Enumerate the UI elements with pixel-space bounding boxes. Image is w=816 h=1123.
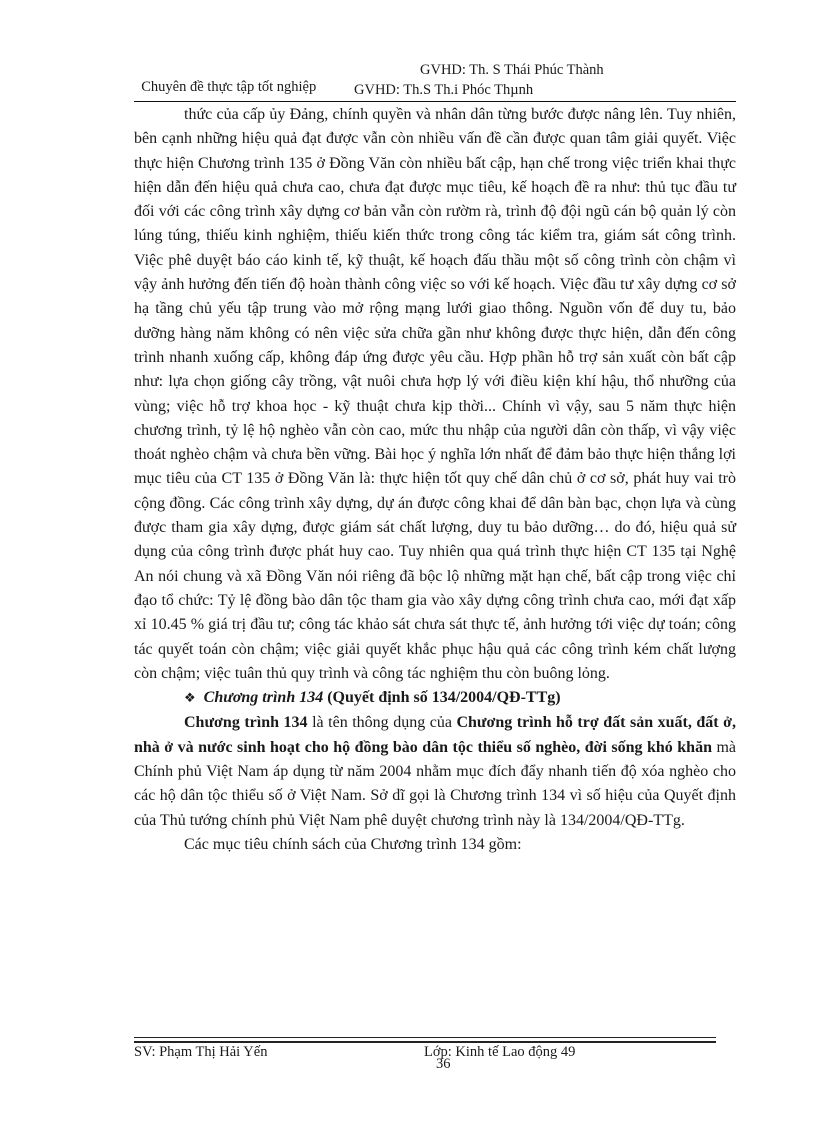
section-heading-reference: (Quyết định số 134/2004/QĐ-TTg) (327, 689, 561, 707)
bold-program-full-name: Chương trình hỗ trợ đất sản xuất, đất ở, nhà ở và nước sinh hoạt cho hộ đồng bào dân tộc thiểu số nghèo, đời sống khó khăn (134, 714, 736, 756)
paragraph-ct134-objectives: Các mục tiêu chính sách của Chương trình 134 gồm: (184, 835, 522, 853)
header-divider (134, 101, 736, 102)
paragraph-text: là tên thông dụng của (307, 714, 457, 732)
page-number: 36 (436, 1056, 451, 1072)
footer-class-name: Lớp: Kinh tế Lao động 49 (424, 1044, 576, 1060)
footer-student-name: SV: Phạm Thị Hải Yến (134, 1044, 268, 1060)
section-heading-ct134 (134, 686, 736, 711)
header-title: Chuyên đề thực tập tốt nghiệp (141, 79, 317, 95)
paragraph-text: mà Chính phủ Việt Nam áp dụng từ năm 2004 nhằm mục đích đẩy nhanh tiến độ xóa nghèo cho các hộ dân tộc thiểu số ở Việt Nam. Sở dĩ gọi là Chương trình 134 vì số hiệu của Quyết định của Thủ tướng chính phủ Việt Nam phê duyệt chương trình này là 134/2004/QĐ-TTg. (134, 738, 736, 829)
footer-divider-thin (134, 1037, 716, 1038)
diamond-bullet-icon: ❖ (184, 691, 196, 707)
header-supervisor: GVHD: Th. S Thái Phúc Thành (420, 62, 604, 78)
paragraph-ct134-definition (134, 711, 736, 832)
paragraph-ct135-assessment: thức của cấp ủy Đảng, chính quyền và nhân dân từng bước được nâng lên. Tuy nhiên, bên cạnh những hiệu quả đạt được vẫn còn nhiều vấn đề cần được quan tâm giải quyết. Việc thực hiện Chương trình 135 ở Đồng Văn còn nhiều bất cập, hạn chế trong việc triển khai thực hiện dẫn đến hiệu quả chưa cao, chưa đạt được mục tiêu, kế hoạch đề ra như: thủ tục đầu tư đối với các công trình xây dựng cơ bản vẫn còn rườm rà, trình độ đội ngũ cán bộ quản lý còn lúng túng, thiếu kinh nghiệm, thiếu kiến thức trong công tác kiểm tra, giám sát công trình. Việc phê duyệt báo cáo kinh tế, kỹ thuật, kế hoạch đấu thầu một số công trình còn chậm vì vậy ảnh hưởng đến tiến độ hoàn thành công việc so với kế hoạch. Việc đầu tư xây dựng cơ sở hạ tầng chủ yếu tập trung vào mở rộng mạng lưới giao thông. Nguồn vốn để duy tu, bảo dưỡng hàng năm không có nên việc sửa chữa gần như không được thực hiện, dẫn đến công trình nhanh xuống cấp, không đáp ứng được yêu cầu. Hợp phần hỗ trợ sản xuất còn bất cập như: lựa chọn giống cây trồng, vật nuôi chưa hợp lý với điều kiện khí hậu, thổ nhưỡng của vùng; việc hỗ trợ khoa học - kỹ thuật chưa kịp thời... Chính vì vậy, sau 5 năm thực hiện chương trình, tỷ lệ hộ nghèo vẫn còn cao, mức thu nhập của người dân còn thấp, vì vậy việc thoát nghèo chậm và chưa bền vững. Bài học ý nghĩa lớn nhất để đảm bảo thực hiện thắng lợi mục tiêu của CT 135 ở Đồng Văn là: thực hiện tốt quy chế dân chủ ở cơ sở, phát huy vai trò cộng đồng. Các công trình xây dựng, dự án được công khai để dân bàn bạc, chọn lựa và cùng được tham gia xây dựng, được giám sát chất lượng, duy tu bảo dưỡng… do đó, hiệu quả sử dụng của công trình được phát huy cao. Tuy nhiên qua quá trình thực hiện CT 135 tại Nghệ An nói chung và xã Đồng Văn nói riêng đã bộc lộ những mặt hạn chế, bất cập trong việc chỉ đạo tổ chức: Tỷ lệ đồng bào dân tộc tham gia vào xây dựng công trình chưa cao, mới đạt xấp xỉ 10.45 % giá trị đầu tư; công tác khảo sát chưa sát thực tế, ảnh hưởng tới việc dự toán; công tác quyết toán còn chậm; việc giải quyết khắc phục hậu quả các công trình kém chất lượng còn chậm; việc tuân thủ quy trình và công tác nghiệm thu còn buông lỏng. (134, 106, 736, 682)
header-supervisor-duplicate: GVHD: Th.S Th.i Phóc Thµnh (354, 82, 534, 98)
document-body (134, 103, 736, 857)
section-heading-title: Chương trình 134 (203, 689, 324, 707)
footer-divider-thick (134, 1041, 716, 1043)
bold-term-ct134: Chương trình 134 (184, 714, 308, 732)
